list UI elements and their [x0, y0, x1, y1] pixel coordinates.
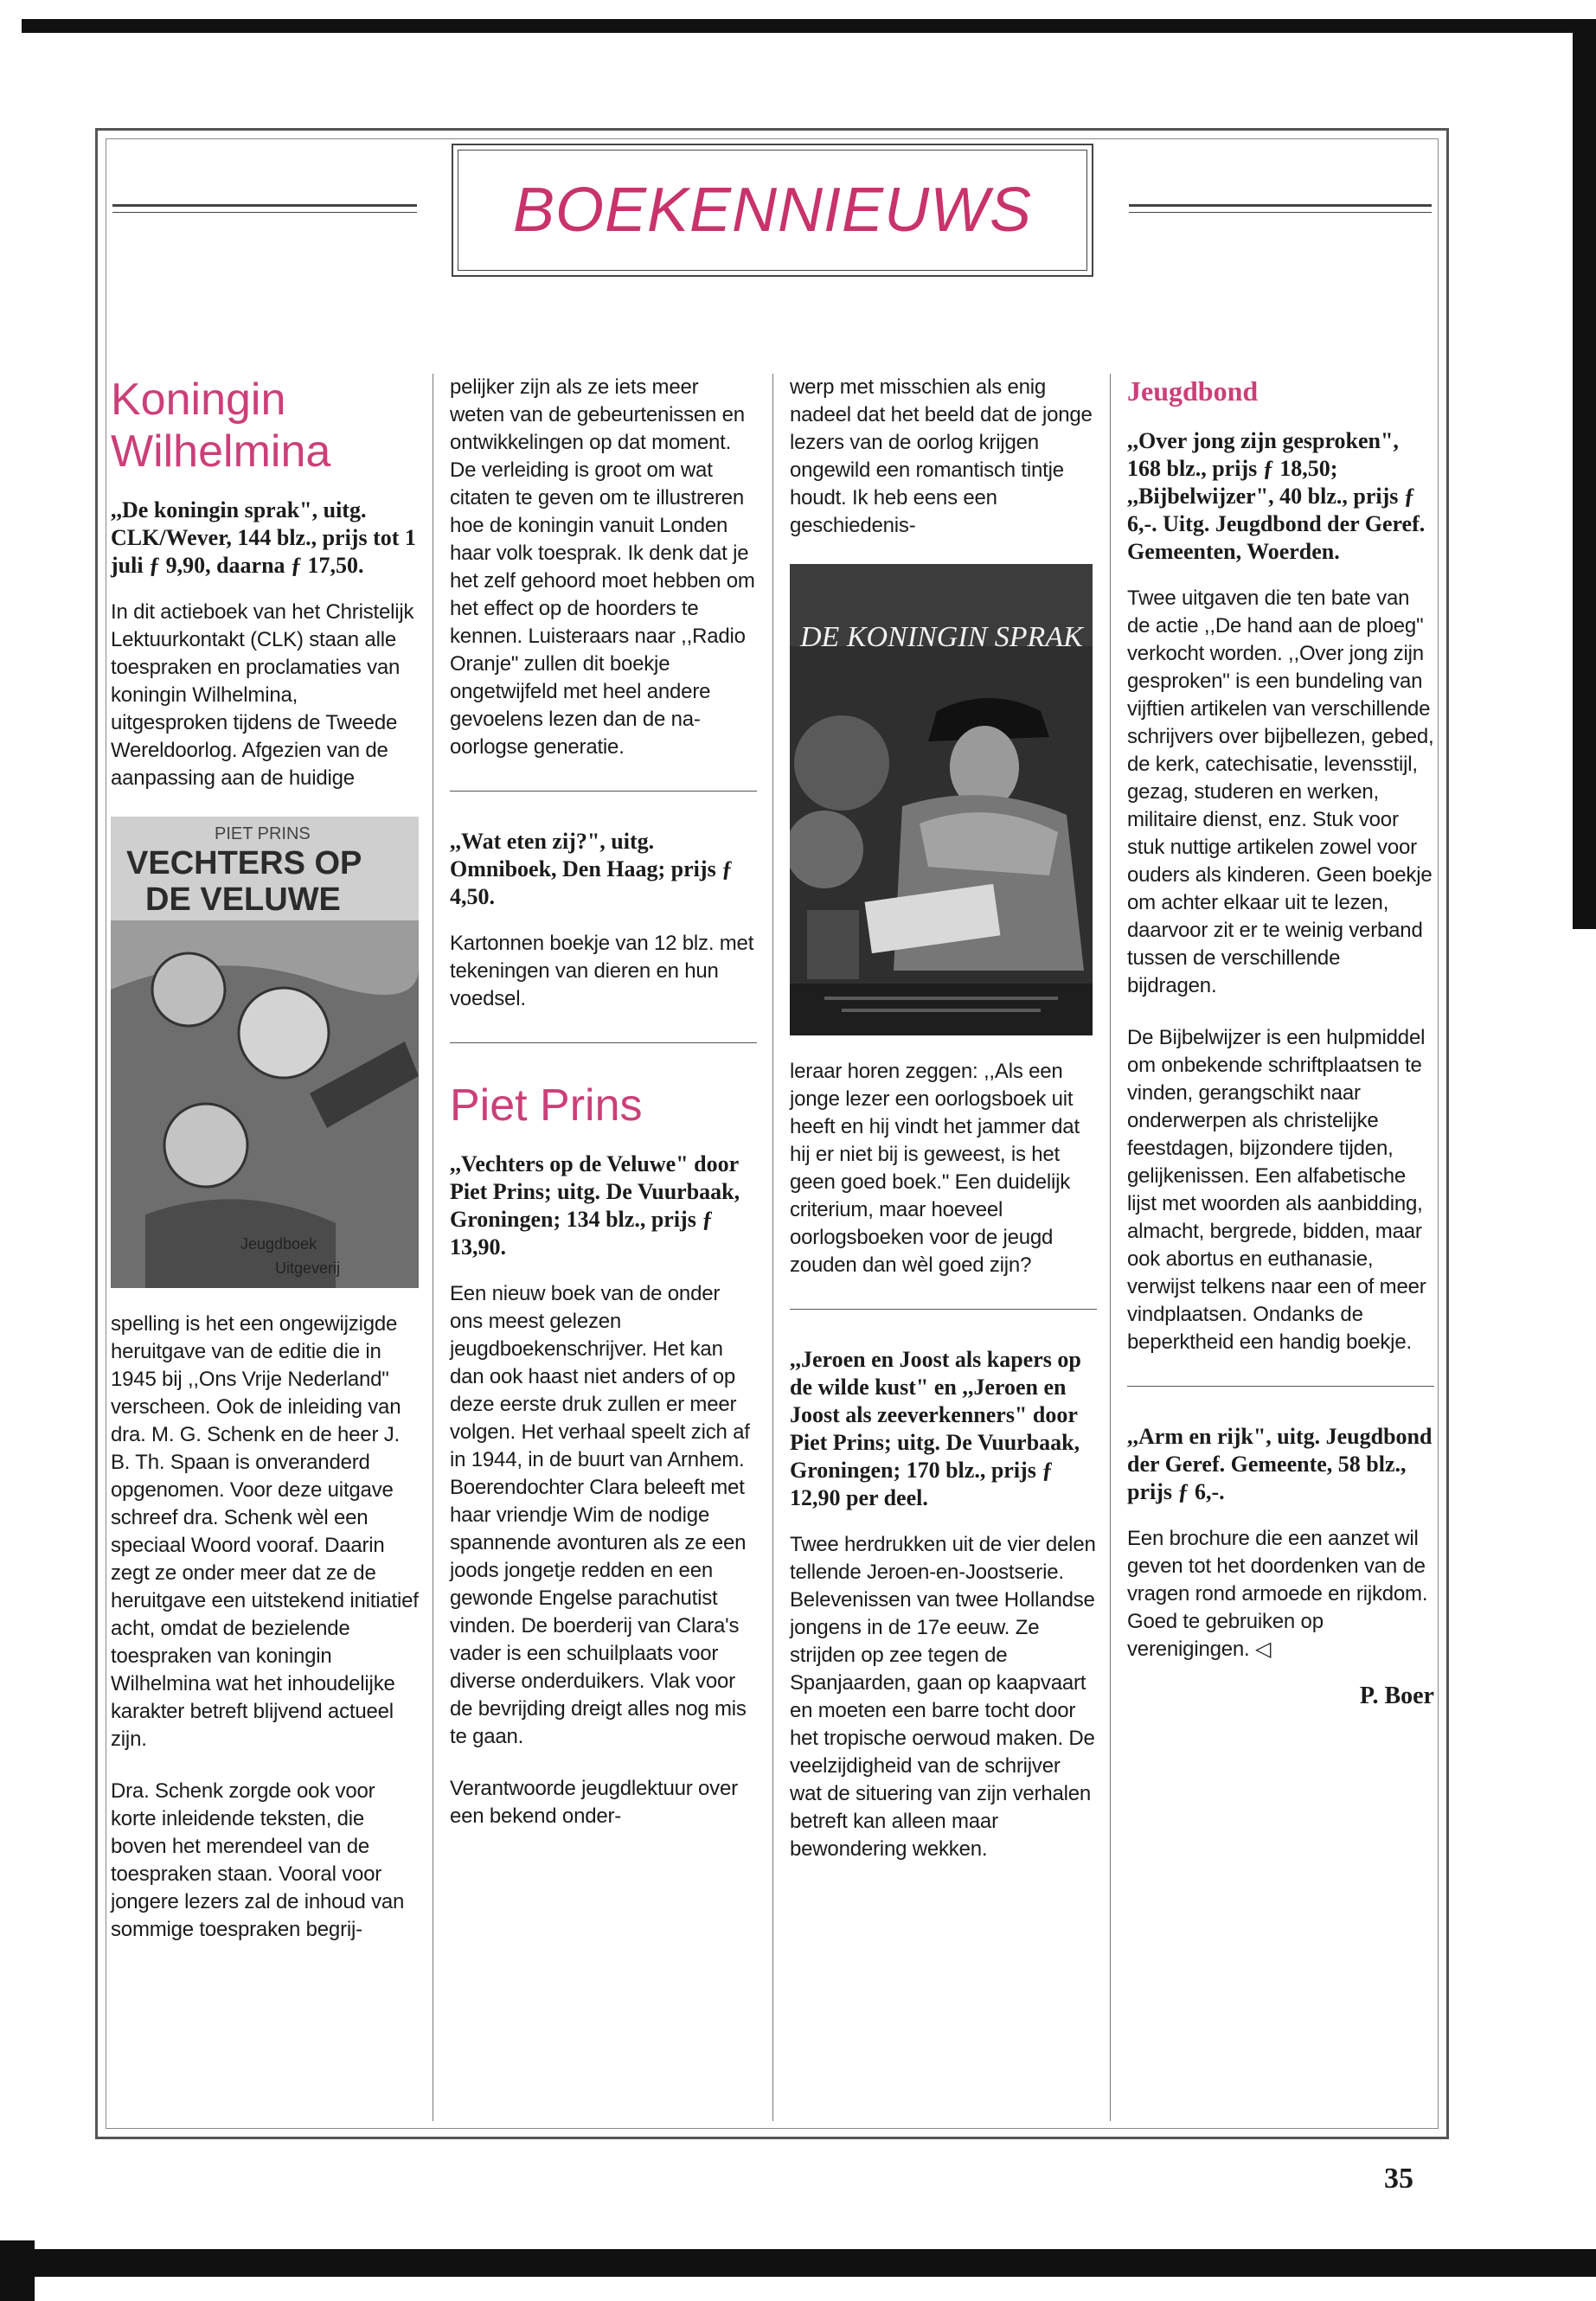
review-paragraph: Een nieuw boek van de onder ons meest gelezen jeugdboekenschrijver. Het kan dan ook haast niet anders of op deze eerste druk zullen er meer volgen. Het verhaal speelt zich af in 1944, in de buurt van Arnhem. Boerendochter Clara beleeft met haar vriendje Wim de nodige spannende avonturen als ze een joods jongetje redden en een gewonde Engelse parachutist vinden. De boerderij van Clara's vader is een schuilplaats voor diverse onderduikers. Vlak voor de bevrijding dreigt alles nog mis te gaan. — [450, 1282, 750, 1748]
section-divider — [450, 1042, 757, 1043]
cover-title-line1: VECHTERS OP — [126, 845, 362, 881]
cover-title-line2: DE VELUWE — [145, 881, 341, 918]
page-title: BOEKENNIEUWS — [512, 176, 1033, 245]
book-reference: ,,Vechters op de Veluwe" door Piet Prins; uitg. De Vuurbaak, Groningen; 134 blz., prijs ƒ 13,90. — [450, 1151, 740, 1259]
column-2 — [450, 374, 757, 1830]
section-heading-jeugdbond: Jeugdbond — [1127, 375, 1259, 407]
header-rule-right — [1129, 204, 1432, 213]
cover-bottom-label2: Uitgeverij — [275, 1259, 341, 1277]
book-cover-koningin-sprak — [790, 564, 1093, 1035]
review-paragraph: pelijker zijn als ze iets meer weten van de gebeurtenissen en ontwikkelingen op dat moment. — [450, 375, 745, 454]
book-reference: ,,De koningin sprak", uitg. CLK/Wever, 144 blz., prijs tot 1 juli ƒ 9,90, daarna ƒ 17,50. — [111, 497, 416, 578]
review-paragraph: Verantwoorde jeugdlektuur over een bekend onder- — [450, 1777, 738, 1828]
cover-bottom-label1: Jeugdboek — [240, 1235, 317, 1253]
review-paragraph: De Bijbelwijzer is een hulpmiddel om onbekende schriftplaatsen te vinden, gerangschikt naar onderwerpen als christelijke feestdagen, bijzondere tijden, gelijkenissen. Een alfabetische lijst met woorden als aanbidding, almacht, bergrede, bidden, maar ook abortus en euthanasie, verwijst telkens naar een of meer vindplaatsen. Ondanks de beperktheid een handig boekje. — [1127, 1026, 1426, 1354]
scan-edge-left — [0, 2240, 35, 2301]
review-paragraph: In dit actieboek van het Christelijk Lektuurkontakt (CLK) staan alle toespraken en proclamaties van koningin Wilhelmina, uitgesproken tijdens de Tweede Wereldoorlog. Afgezien van de aanpassing aan de huidige — [111, 600, 414, 790]
review-paragraph: Kartonnen boekje van 12 blz. met tekeningen van dieren en hun voedsel. — [450, 932, 754, 1010]
section-heading-piet-prins: Piet Prins — [450, 1080, 643, 1131]
title-box — [452, 144, 1093, 277]
column-rule-3 — [1110, 374, 1111, 2121]
review-paragraph: spelling is het een ongewijzigde heruitgave van de editie die in 1945 bij ,,Ons Vrije Nederland" verscheen. Ook de inleiding van dra. M. G. Schenk en de heer J. B. Th. Spaan is onveranderd opgenomen. Voor deze uitgave schreef dra. Schenk wèl een speciaal Woord vooraf. Daarin zegt ze onder meer dat ze de heruitgave een uitstekend initiatief acht, omdat de bezielende toespraken van koningin Wilhelmina wat het inhoudelijke karakter betreft blijvend actueel zijn. — [111, 1312, 419, 1751]
column-1 — [111, 374, 419, 1944]
cover-illustration — [111, 817, 419, 1288]
column-rule-2 — [772, 374, 773, 2121]
section-heading-koningin: Koningin Wilhelmina — [111, 375, 331, 477]
section-divider — [790, 1309, 1097, 1310]
review-paragraph: Twee uitgaven die ten bate van de actie ,,De hand aan de ploeg" verkocht worden. ,,Over jong zijn gesproken" is een bundeling van vijftien artikelen van verschillende schrijvers over bijbellezen, gebed, de kerk, catechisatie, levensstijl, gezag, studeren en werken, militaire dienst, enz. Stuk voor stuk nuttige artikelen zowel voor ouders als kinderen. Geen boekje om achter elkaar uit te lezen, daarvoor zit er te weinig verband tussen de verschillende bijdragen. — [1127, 586, 1434, 997]
column-4 — [1127, 374, 1434, 1710]
page-number: 35 — [1384, 2163, 1413, 2195]
section-divider — [450, 791, 757, 792]
author-signature: P. Boer — [1359, 1682, 1434, 1709]
scan-edge-bottom — [26, 2249, 1596, 2277]
cover-title: DE KONINGIN SPRAK — [800, 621, 1083, 653]
column-3 — [790, 374, 1097, 1863]
scan-edge-top — [22, 19, 1596, 33]
review-paragraph: Twee herdrukken uit de vier delen tellende Jeroen-en-Joostserie. Belevenissen van twee Hollandse jongens in de 17e eeuw. Ze strijden op zee tegen de Spanjaarden, gaan op kaapvaart en moeten een barre tocht door het tropische oerwoud maken. De veelzijdigheid van de schrijver wat de situering van zijn verhalen betreft kan alleen maar bewondering wekken. — [790, 1533, 1096, 1861]
book-reference: ,,Wat eten zij?", uitg. Omniboek, Den Haag; prijs ƒ 4,50. — [450, 829, 734, 909]
section-divider — [1127, 1386, 1434, 1387]
book-reference: ,,Arm en rijk", uitg. Jeugdbond der Geref. Gemeente, 58 blz., prijs ƒ 6,-. — [1127, 1424, 1433, 1504]
header-rule-left — [112, 204, 417, 213]
review-paragraph: De verleiding is groot om wat citaten te geven om te illustreren hoe de koningin vanuit Londen haar volk toesprak. Ik denk dat je het zelf gehoord moet hebben om het effect op de hoorders te kennen. Luisteraars naar ,,Radio Oranje" zullen dit boekje ongetwijfeld met heel andere gevoelens lezen dan de na-oorlogse generatie. — [450, 458, 755, 759]
review-paragraph: leraar horen zeggen: ,,Als een jonge lezer een oorlogsboek uit heeft en hij vindt het jammer dat hij er niet bij is geweest, is het geen goed boek." Een duidelijk criterium, maar hoeveel oorlogsboeken voor de jeugd zouden dan wèl goed zijn? — [790, 1060, 1080, 1277]
review-paragraph: Dra. Schenk zorgde ook voor korte inleidende teksten, die boven het merendeel van de toespraken staan. Vooral voor jongere lezers zal de inhoud van sommige toespraken begrij- — [111, 1779, 405, 1941]
scan-edge-right — [1573, 19, 1596, 929]
cover-author: PIET PRINS — [215, 824, 311, 843]
book-cover-vechters — [111, 817, 419, 1288]
review-paragraph: Een brochure die een aanzet wil geven tot het doordenken van de vragen rond armoede en rijkdom. Goed te gebruiken op verenigingen. ◁ — [1127, 1527, 1428, 1661]
review-paragraph: werp met misschien als enig nadeel dat het beeld dat de jonge lezers van de oorlog krijgen ongewild een romantisch tintje houdt. Ik heb eens een geschiedenis- — [790, 375, 1093, 537]
cover-photo — [790, 564, 1093, 1035]
book-reference: ,,Jeroen en Joost als kapers op de wilde kust" en ,,Jeroen en Joost als zeeverkenners" door Piet Prins; uitg. De Vuurbaak, Groningen; 170 blz., prijs ƒ 12,90 per deel. — [790, 1347, 1081, 1510]
book-reference: ,,Over jong zijn gesproken", 168 blz., prijs ƒ 18,50; ,,Bijbelwijzer", 40 blz., prijs ƒ 6,-. Uitg. Jeugdbond der Geref. Gemeenten, Woerden. — [1127, 428, 1426, 564]
